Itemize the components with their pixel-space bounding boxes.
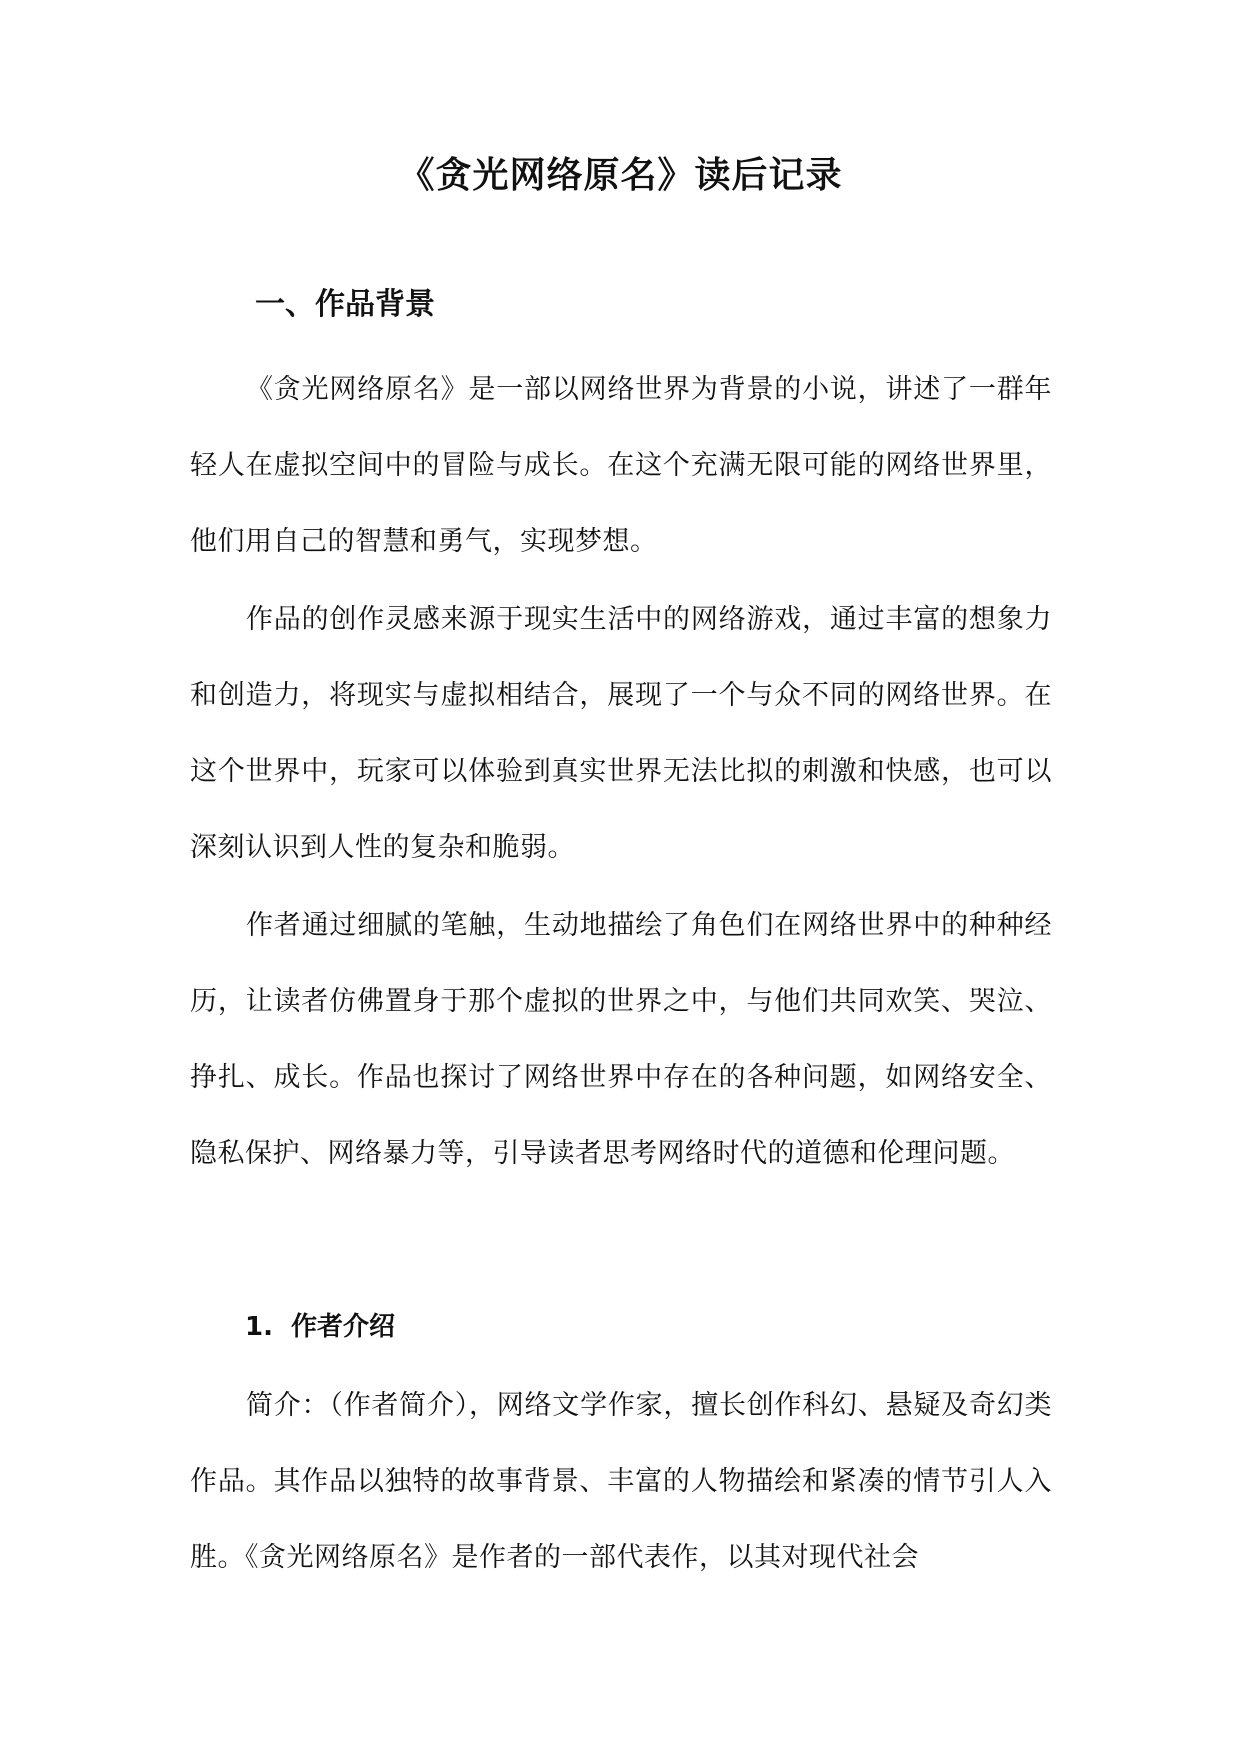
- paragraph-background-depiction: 作者通过细腻的笔触，生动地描绘了角色们在网络世界中的种种经历，让读者仿佛置身于那个虚拟的世界之中，与他们共同欢笑、哭泣、挣扎、成长。作品也探讨了网络世界中存在的各种问题，如网络安全、隐私保护、网络暴力等，引导读者思考网络时代的道德和伦理问题。: [190, 910, 1052, 1169]
- paragraph-background-intro: 《贪光网络原名》是一部以网络世界为背景的小说，讲述了一群年轻人在虚拟空间中的冒险与成长。在这个充满无限可能的网络世界里，他们用自己的智慧和勇气，实现梦想。: [190, 374, 1052, 557]
- paragraph-author-intro: 简介：（作者简介），网络文学作家，擅长创作科幻、悬疑及奇幻类作品。其作品以独特的故事背景、丰富的人物描绘和紧凑的情节引人入胜。《贪光网络原名》是作者的一部代表作，以其对现代社会: [190, 1390, 1052, 1573]
- subsection-heading-author: [245, 1307, 395, 1347]
- document-title: 《贪光网络原名》读后记录: [398, 155, 843, 196]
- paragraph-background-inspiration: 作品的创作灵感来源于现实生活中的网络游戏，通过丰富的想象力和创造力，将现实与虚拟相结合，展现了一个与众不同的网络世界。在这个世界中，玩家可以体验到真实世界无法比拟的刺激和快感，也可以深刻认识到人性的复杂和脆弱。: [190, 604, 1052, 863]
- subsection-title: 作者介绍: [290, 1312, 395, 1342]
- subsection-number: 1.: [245, 1312, 273, 1342]
- section-heading-background: 一、作品背景: [255, 287, 435, 322]
